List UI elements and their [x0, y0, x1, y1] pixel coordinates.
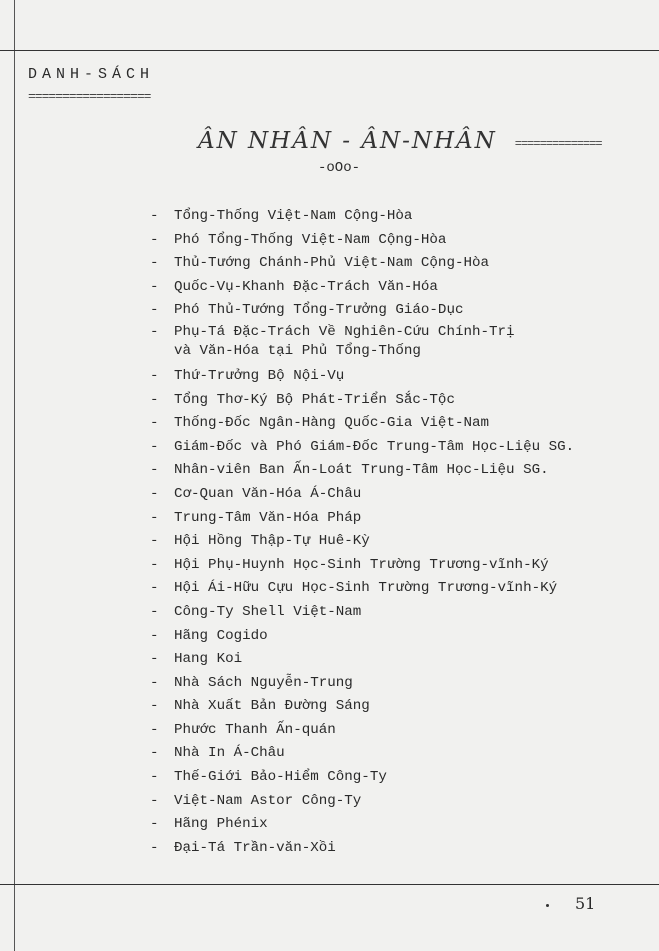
list-item-text: Nhà Xuất Bản Đường Sáng [174, 698, 370, 715]
benefactor-list [150, 205, 640, 860]
list-item [150, 365, 640, 389]
list-bullet: - [150, 231, 159, 248]
list-bullet: - [150, 698, 159, 715]
page-number: 51 [575, 894, 596, 913]
title-decoration: ============== [514, 137, 602, 151]
list-item-text: Tổng Thơ-Ký Bộ Phát-Triển Sắc-Tộc [174, 391, 455, 408]
list-item-text: Phó Tổng-Thống Việt-Nam Cộng-Hòa [174, 231, 447, 248]
list-item-text: Phước Thanh Ấn-quán [174, 721, 336, 738]
top-rule [0, 50, 659, 51]
list-item [150, 695, 640, 719]
list-bullet: - [150, 580, 159, 597]
list-bullet: - [150, 816, 159, 833]
list-item [150, 719, 640, 743]
list-item [150, 648, 640, 672]
list-bullet: - [150, 603, 159, 620]
heading-underline: ================== [28, 89, 151, 104]
list-bullet: - [150, 415, 159, 432]
list-item [150, 436, 640, 460]
list-item [150, 813, 640, 837]
list-item [150, 837, 640, 861]
list-item [150, 766, 640, 790]
list-bullet: - [150, 745, 159, 762]
list-item-text: Trung-Tâm Văn-Hóa Pháp [174, 509, 362, 526]
list-item [150, 276, 640, 300]
list-item-text: Phụ-Tá Đặc-Trách Về Nghiên-Cứu Chính-Trị và Văn-Hóa tại Phủ Tổng-Thống [174, 323, 515, 359]
list-item-text: Hội Phụ-Huynh Học-Sinh Trường Trương-vĩnh-Ký [174, 556, 549, 573]
list-item [150, 229, 640, 253]
list-item-text: Quốc-Vụ-Khanh Đặc-Trách Văn-Hóa [174, 278, 438, 295]
page-title: ÂN NHÂN - ÂN-NHÂN [198, 128, 497, 154]
list-bullet: - [150, 462, 159, 479]
list-bullet: - [150, 533, 159, 550]
list-item-text: Thủ-Tướng Chánh-Phủ Việt-Nam Cộng-Hòa [174, 255, 490, 272]
list-bullet: - [150, 485, 159, 502]
list-item-text: Thứ-Trưởng Bộ Nội-Vụ [174, 367, 345, 384]
list-item-text: Nhân-viên Ban Ấn-Loát Trung-Tâm Học-Liệu SG. [174, 462, 549, 479]
list-bullet: - [150, 367, 159, 384]
list-bullet: - [150, 792, 159, 809]
list-item [150, 672, 640, 696]
list-item-text: Hội Ái-Hữu Cựu Học-Sinh Trường Trương-vĩnh-Ký [174, 580, 558, 597]
list-item-text: Tổng-Thống Việt-Nam Cộng-Hòa [174, 208, 413, 224]
list-item [150, 323, 640, 361]
list-item [150, 577, 640, 601]
list-item [150, 530, 640, 554]
list-bullet: - [150, 208, 159, 224]
list-item [150, 459, 640, 483]
list-bullet: - [150, 391, 159, 408]
title-row [198, 128, 638, 154]
list-bullet: - [150, 839, 159, 856]
list-item [150, 790, 640, 814]
list-item-text: Hãng Cogido [174, 627, 268, 644]
list-item [150, 742, 640, 766]
list-item [150, 205, 640, 229]
bottom-rule [0, 884, 659, 885]
list-item-text: Thống-Đốc Ngân-Hàng Quốc-Gia Việt-Nam [174, 415, 490, 432]
list-item-text: Thế-Giới Bảo-Hiểm Công-Ty [174, 769, 387, 786]
list-heading: DANH-SÁCH [28, 66, 155, 83]
footer-dot [546, 904, 549, 907]
list-item-text: Việt-Nam Astor Công-Ty [174, 792, 362, 809]
list-bullet: - [150, 769, 159, 786]
list-bullet: - [150, 438, 159, 455]
list-item [150, 625, 640, 649]
list-bullet: - [150, 278, 159, 295]
list-bullet: - [150, 255, 159, 272]
list-item-text: Hội Hồng Thập-Tự Huê-Kỳ [174, 533, 370, 550]
list-item-text: Giám-Đốc và Phó Giám-Đốc Trung-Tâm Học-Liệu SG. [174, 438, 575, 455]
list-item [150, 483, 640, 507]
list-bullet: - [150, 721, 159, 738]
list-item [150, 507, 640, 531]
list-bullet: - [150, 627, 159, 644]
list-item-text: Công-Ty Shell Việt-Nam [174, 603, 362, 620]
list-bullet: - [150, 323, 159, 340]
list-bullet: - [150, 509, 159, 526]
left-margin-line [14, 0, 15, 951]
list-item-text: Đại-Tá Trần-văn-Xồi [174, 839, 336, 856]
list-item-text: Nhà Sách Nguyễn-Trung [174, 674, 353, 691]
list-item-text: Phó Thủ-Tướng Tổng-Trưởng Giáo-Dục [174, 302, 464, 319]
list-item-text: Cơ-Quan Văn-Hóa Á-Châu [174, 485, 362, 502]
list-bullet: - [150, 674, 159, 691]
list-item [150, 299, 640, 323]
list-bullet: - [150, 556, 159, 573]
list-item-text: Hang Koi [174, 651, 243, 668]
subtitle-ornament: -oOo- [318, 160, 361, 176]
list-item [150, 554, 640, 578]
list-item [150, 412, 640, 436]
list-item [150, 389, 640, 413]
list-bullet: - [150, 302, 159, 319]
list-item-text: Nhà In Á-Châu [174, 745, 285, 762]
list-item-text: Hãng Phénix [174, 816, 268, 833]
list-item [150, 601, 640, 625]
list-item [150, 252, 640, 276]
list-bullet: - [150, 651, 159, 668]
